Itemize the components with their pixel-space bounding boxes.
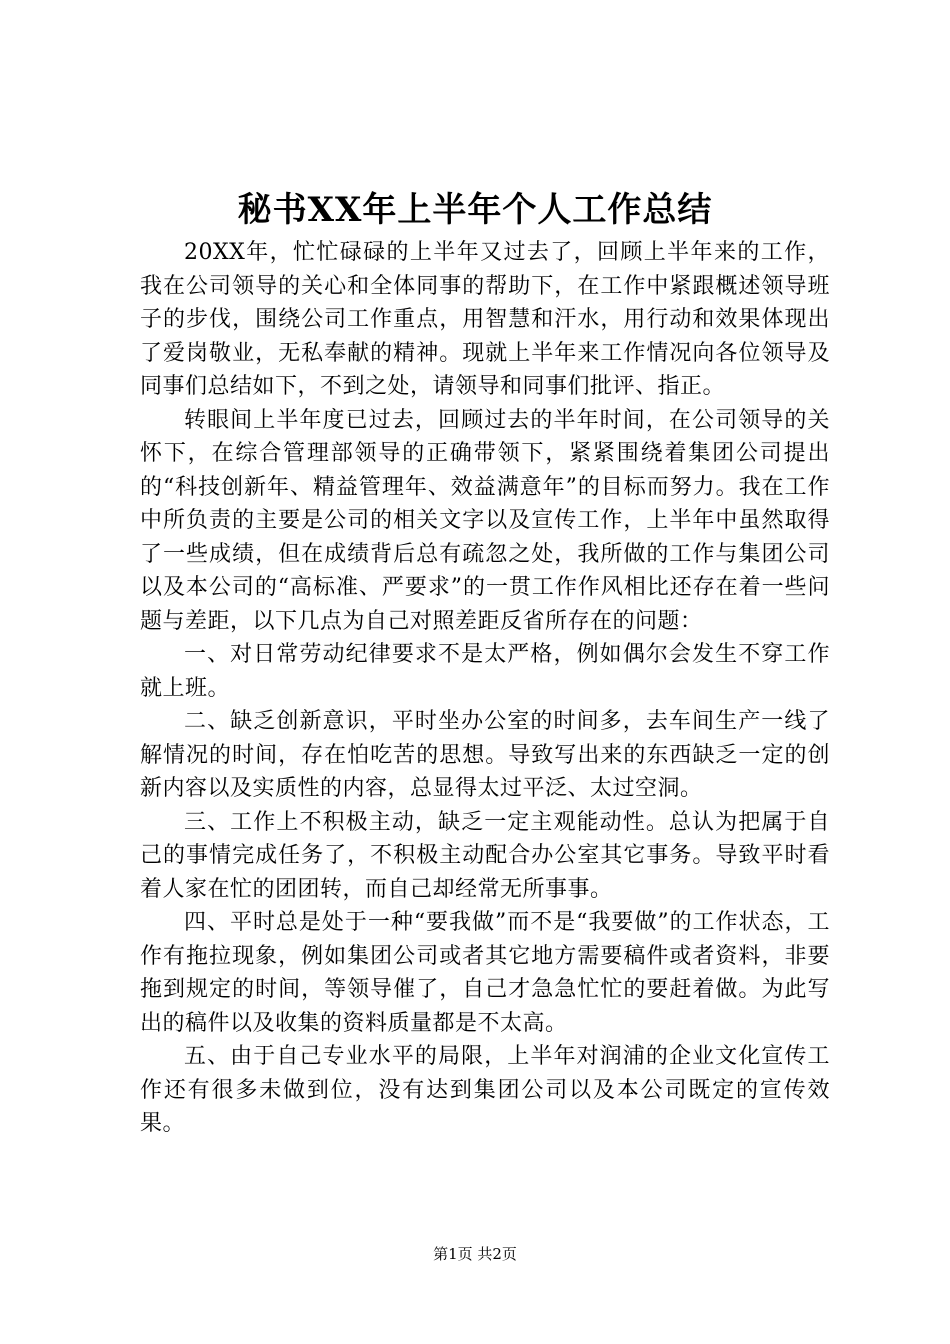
paragraph-issue-4: 四、平时总是处于一种“要我做”而不是“我要做”的工作状态，工作有拖拉现象，例如集团公司或者其它地方需要稿件或者资料，非要拖到规定的时间，等领导催了，自己才急急忙忙的要赶着做。为此写出的稿件以及收集的资料质量都是不太高。	[140, 910, 830, 1036]
paragraph-issue-3: 三、工作上不积极主动，缺乏一定主观能动性。总认为把属于自己的事情完成任务了，不积极主动配合办公室其它事务。导致平时看着人家在忙的团团转，而自己却经常无所事事。	[140, 809, 830, 902]
page-number-footer: 第1页 共2页	[433, 1245, 517, 1263]
document-body	[140, 236, 830, 1141]
paragraph-review: 转眼间上半年度已过去，回顾过去的半年时间，在公司领导的关怀下，在综合管理部领导的正确带领下，紧紧围绕着集团公司提出的“科技创新年、精益管理年、效益满意年”的目标而努力。我在工作中所负责的主要是公司的相关文字以及宣传工作，上半年中虽然取得了一些成绩，但在成绩背后总有疏忽之处，我所做的工作与集团公司以及本公司的“高标准、严要求”的一贯工作作风相比还存在着一些问题与差距，以下几点为自己对照差距反省所存在的问题：	[140, 407, 830, 634]
paragraph-issue-2: 二、缺乏创新意识，平时坐办公室的时间多，去车间生产一线了解情况的时间，存在怕吃苦的思想。导致写出来的东西缺乏一定的创新内容以及实质性的内容，总显得太过平泛、太过空洞。	[140, 709, 830, 801]
paragraph-issue-1: 一、对日常劳动纪律要求不是太严格，例如偶尔会发生不穿工作就上班。	[140, 642, 830, 701]
paragraph-intro: 20XX年，忙忙碌碌的上半年又过去了，回顾上半年来的工作，我在公司领导的关心和全体同事的帮助下，在工作中紧跟概述领导班子的步伐，围绕公司工作重点，用智慧和汗水，用行动和效果体现出了爱岗敬业，无私奉献的精神。现就上半年来工作情况向各位领导及同事们总结如下，不到之处，请领导和同事们批评、指正。	[140, 240, 830, 399]
paragraph-issue-5: 五、由于自己专业水平的局限，上半年对润浦的企业文化宣传工作还有很多未做到位，没有达到集团公司以及本公司既定的宣传效果。	[140, 1044, 830, 1136]
document-title: 秘书XX年上半年个人工作总结	[237, 190, 713, 230]
